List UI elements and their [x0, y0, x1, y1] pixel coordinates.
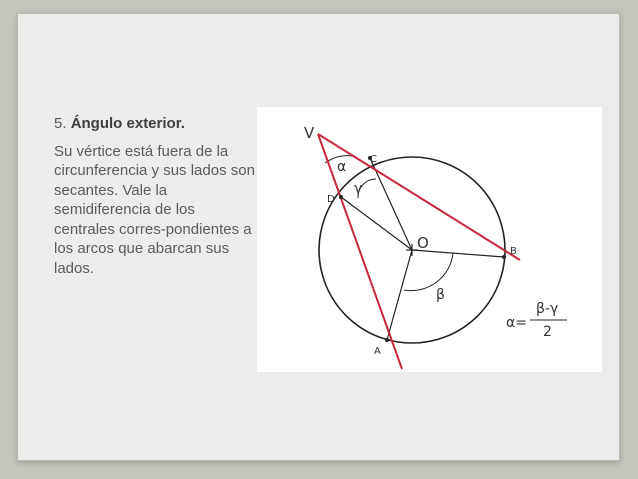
- diagram-panel: [257, 107, 602, 372]
- section-number: 5.: [54, 115, 67, 132]
- formula-denominator: 2: [543, 324, 552, 340]
- label-gamma: γ: [354, 181, 363, 197]
- exterior-angle-diagram: [257, 107, 602, 372]
- label-alpha: α: [337, 159, 347, 175]
- label-b: B: [510, 246, 517, 257]
- section-description: Su vértice está fuera de la circunferencia y sus lados son secantes. Vale la semidiferencia de los centrales corres-pondientes a los arcos que abarcan sus lados.: [54, 142, 255, 277]
- section-title: Ángulo exterior.: [70, 115, 185, 132]
- formula-numerator: β-γ: [536, 301, 559, 317]
- label-d: D: [327, 194, 335, 205]
- label-c: C: [370, 154, 377, 165]
- section-heading: [54, 114, 259, 134]
- label-o: O: [417, 234, 429, 252]
- radius-oa: [387, 250, 412, 340]
- label-v: V: [304, 124, 315, 142]
- label-beta: β: [436, 287, 445, 303]
- point-d: [339, 195, 343, 199]
- label-a: A: [374, 346, 381, 357]
- formula-lhs: α=: [506, 315, 527, 331]
- text-block: [54, 114, 259, 278]
- radius-od: [341, 197, 412, 250]
- secant-va: [318, 134, 402, 369]
- point-b: [502, 255, 506, 259]
- radius-oc: [370, 158, 412, 250]
- beta-arc: [404, 253, 453, 291]
- point-a: [385, 338, 389, 342]
